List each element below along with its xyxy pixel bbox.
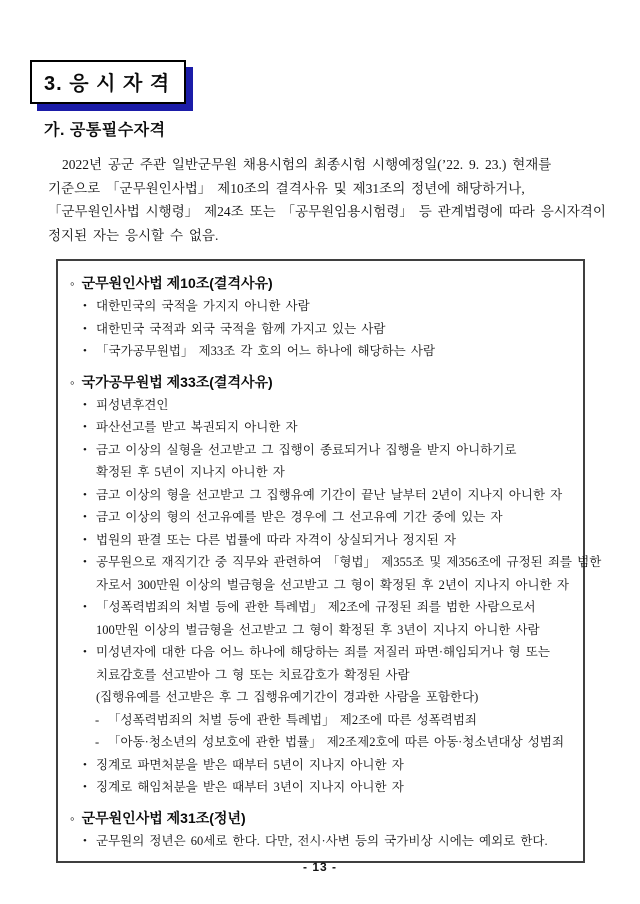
item-line: 100만원 이상의 벌금형을 선고받고 그 형이 확정된 후 3년이 지나지 아니한 사람 bbox=[96, 622, 540, 637]
item-text bbox=[108, 709, 577, 732]
bullet-icon: • bbox=[83, 322, 87, 335]
law-group bbox=[58, 272, 577, 363]
item-line: 「성폭력범죄의 처벌 등에 관한 특례법」 제2조에 따른 성폭력범죄 bbox=[108, 712, 478, 727]
list-item bbox=[58, 731, 577, 754]
item-line: 금고 이상의 형의 선고유예를 받은 경우에 그 선고유예 기간 중에 있는 자 bbox=[96, 510, 503, 524]
list-item bbox=[58, 439, 577, 484]
list-item bbox=[58, 318, 577, 341]
item-line: 치료감호를 선고받아 그 형 또는 치료감호가 확정된 사람 bbox=[96, 667, 410, 682]
list-item bbox=[58, 340, 577, 363]
item-text bbox=[96, 318, 577, 341]
law-group-heading: 군무원인사법 제10조(결격사유) bbox=[81, 275, 273, 291]
list-item bbox=[58, 484, 577, 507]
intro-line: 정지된 자는 응시할 수 없음. bbox=[48, 227, 219, 243]
circle-bullet-icon: ◦ bbox=[70, 276, 75, 291]
bullet-icon: • bbox=[83, 345, 87, 357]
bullet-icon: • bbox=[83, 398, 87, 411]
item-line: 자로서 300만원 이상의 벌금형을 선고받고 그 형이 확정된 후 2년이 지나지 아니한 자 bbox=[96, 577, 569, 592]
bullet-icon: • bbox=[83, 443, 87, 456]
item-text bbox=[96, 551, 602, 596]
page-title: 3. 응 시 자 격 bbox=[30, 60, 186, 104]
item-text bbox=[96, 596, 577, 641]
item-text bbox=[96, 439, 577, 484]
bullet-icon: • bbox=[83, 781, 87, 793]
item-text bbox=[96, 830, 577, 853]
item-line: 군무원의 정년은 60세로 한다. 다만, 전시·사변 등의 국가비상 시에는 예외로 한다. bbox=[96, 833, 548, 848]
law-group-heading: 군무원인사법 제31조(정년) bbox=[81, 809, 246, 826]
item-line: 미성년자에 대한 다음 어느 하나에 해당하는 죄를 저질러 파면·해임되거나 형 또는 bbox=[96, 645, 550, 659]
item-line: 피성년후견인 bbox=[96, 397, 169, 412]
item-line: 금고 이상의 형을 선고받고 그 집행유예 기간이 끝난 날부터 2년이 지나지 아니한 자 bbox=[96, 487, 563, 502]
item-text bbox=[96, 641, 577, 709]
section-heading: 가. 공통필수자격 bbox=[44, 122, 166, 139]
law-group bbox=[58, 807, 577, 853]
law-group-title bbox=[58, 371, 577, 394]
list-item bbox=[58, 596, 577, 641]
item-line: 징계로 파면처분을 받은 때부터 5년이 지나지 아니한 자 bbox=[96, 757, 404, 772]
qualification-box bbox=[56, 259, 602, 863]
list-item bbox=[58, 551, 602, 596]
item-line: 「아동·청소년의 성보호에 관한 법률」 제2조제2호에 따른 아동·청소년대상 성범죄 bbox=[108, 735, 565, 749]
bullet-icon: • bbox=[83, 533, 87, 546]
item-line: 금고 이상의 실형을 선고받고 그 집행이 종료되거나 집행을 받지 아니하기로 bbox=[96, 442, 517, 457]
list-item bbox=[58, 394, 577, 417]
list-item bbox=[58, 830, 577, 853]
item-text bbox=[96, 776, 577, 799]
intro-line: 기준으로 「군무원인사법」 제10조의 결격사유 및 제31조의 정년에 해당하거나, bbox=[48, 180, 525, 196]
item-line: 파산선고를 받고 복권되지 아니한 자 bbox=[96, 420, 298, 434]
list-item bbox=[58, 529, 577, 552]
list-item bbox=[58, 754, 577, 777]
bullet-icon: • bbox=[83, 556, 87, 568]
item-line: 공무원으로 재직기간 중 직무와 관련하여 「형법」 제355조 및 제356조에 규정된 죄를 범한 bbox=[96, 555, 602, 569]
bullet-icon: • bbox=[83, 601, 87, 613]
law-group-title bbox=[58, 272, 577, 295]
item-text bbox=[96, 484, 577, 507]
bullet-icon: • bbox=[83, 421, 87, 433]
law-group-title bbox=[58, 807, 577, 830]
law-group-heading: 국가공무원법 제33조(결격사유) bbox=[81, 373, 273, 390]
list-item bbox=[58, 506, 577, 529]
item-text bbox=[96, 416, 577, 439]
item-line: 법원의 판결 또는 다른 법률에 따라 자격이 상실되거나 정지된 자 bbox=[96, 532, 457, 547]
circle-bullet-icon: ◦ bbox=[70, 374, 75, 390]
bullet-icon: • bbox=[83, 646, 87, 658]
list-item bbox=[58, 709, 577, 732]
intro-paragraph bbox=[48, 153, 614, 247]
list-item bbox=[58, 295, 577, 318]
item-line: 「국가공무원법」 제33조 각 호의 어느 하나에 해당하는 사람 bbox=[96, 344, 436, 358]
intro-line: 2022년 공군 주관 일반군무원 채용시험의 최종시험 시행예정일(’22. 9. 23.) 현재를 bbox=[62, 157, 552, 172]
list-item bbox=[58, 776, 577, 799]
item-line: 대한민국의 국적을 가지지 아니한 사람 bbox=[96, 299, 310, 313]
dash-icon: - bbox=[95, 712, 100, 727]
list-item bbox=[58, 416, 577, 439]
item-line: 「성폭력범죄의 처벌 등에 관한 특례법」 제2조에 규정된 죄를 범한 사람으로서 bbox=[96, 600, 536, 614]
item-line: 징계로 해임처분을 받은 때부터 3년이 지나지 아니한 자 bbox=[96, 780, 404, 794]
bullet-icon: • bbox=[83, 300, 87, 312]
item-text bbox=[96, 394, 577, 417]
item-text bbox=[96, 754, 577, 777]
item-text bbox=[96, 295, 577, 318]
item-text bbox=[96, 506, 577, 529]
page-number: - 13 - bbox=[302, 860, 337, 874]
bullet-icon: • bbox=[83, 511, 87, 523]
item-line: 대한민국 국적과 외국 국적을 함께 가지고 있는 사람 bbox=[96, 321, 386, 336]
item-text bbox=[96, 529, 577, 552]
page-title-block bbox=[30, 60, 186, 104]
item-line: 확정된 후 5년이 지나지 아니한 자 bbox=[96, 465, 285, 479]
law-group bbox=[58, 371, 602, 799]
list-item bbox=[58, 641, 577, 709]
item-text bbox=[96, 340, 577, 363]
item-text bbox=[108, 731, 577, 754]
item-line: (집행유예를 선고받은 후 그 집행유예기간이 경과한 사람을 포함한다) bbox=[96, 690, 479, 704]
intro-line: 「군무원인사법 시행령」 제24조 또는 「공무원임용시험령」 등 관계법령에 따라 응시자격이 bbox=[48, 204, 606, 219]
circle-bullet-icon: ◦ bbox=[70, 810, 75, 826]
bullet-icon: • bbox=[83, 758, 87, 771]
dash-icon: - bbox=[95, 735, 100, 749]
bullet-icon: • bbox=[83, 488, 87, 501]
bullet-icon: • bbox=[83, 834, 87, 847]
